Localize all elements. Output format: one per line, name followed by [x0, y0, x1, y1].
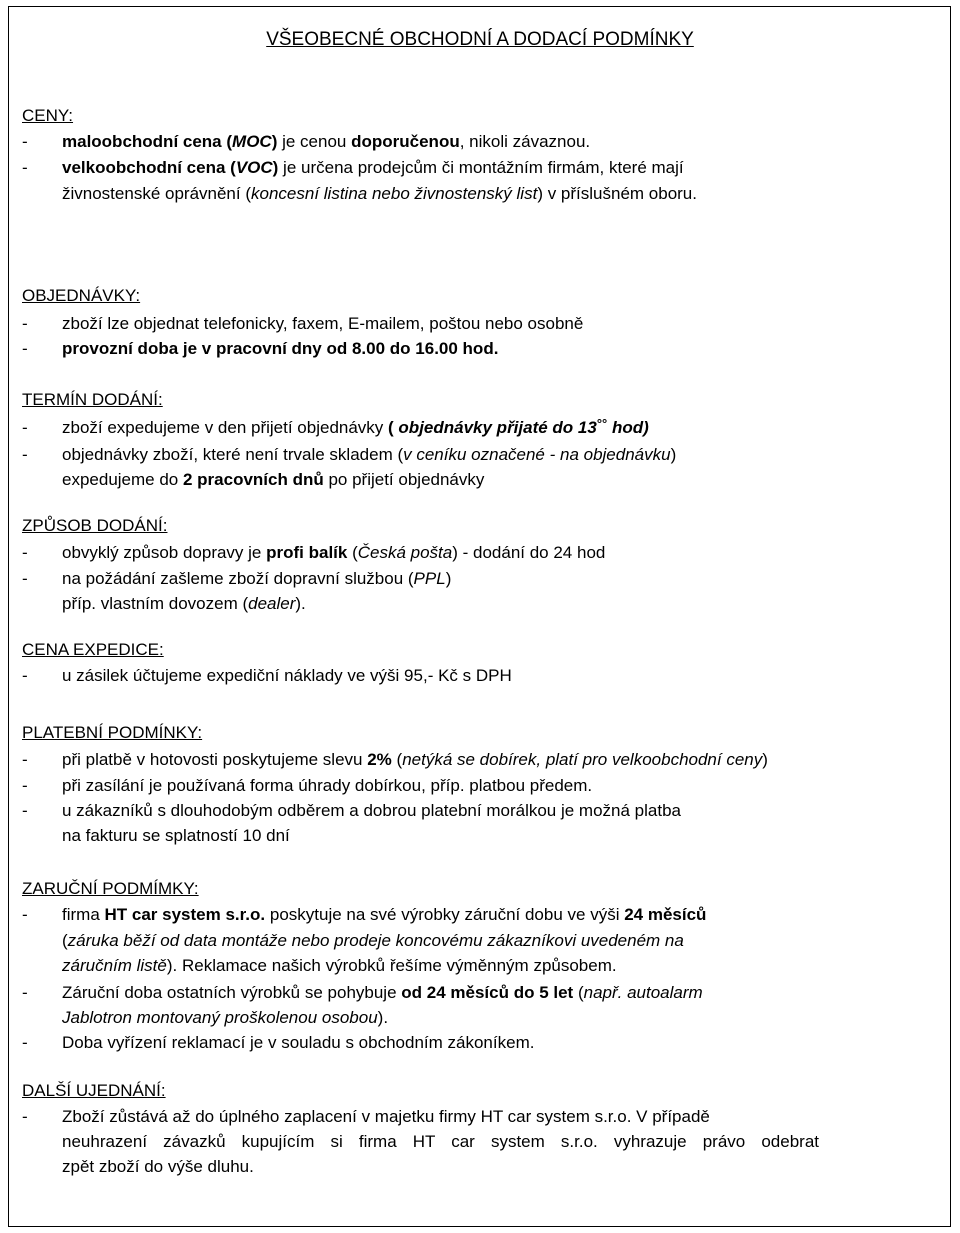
list-item-continuation: záručním listě). Reklamace našich výrobků řešíme výměnným způsobem. — [62, 956, 617, 975]
list-item-continuation: zpět zboží do výše dluhu. — [62, 1157, 254, 1176]
section-heading-zarucni-podminky: ZARUČNÍ PODMÍMKY: — [22, 879, 199, 898]
list-item-continuation: živnostenské oprávnění (koncesní listina nebo živnostenský list) v příslušném oboru. — [62, 184, 697, 203]
section-heading-termin-dodani: TERMÍN DODÁNÍ: — [22, 390, 163, 409]
list-item-continuation: na fakturu se splatností 10 dní — [62, 826, 290, 845]
list-item-continuation: expedujeme do 2 pracovních dnů po přijetí objednávky — [62, 470, 485, 489]
section-heading-zpusob-dodani: ZPŮSOB DODÁNÍ: — [22, 516, 168, 535]
section-heading-dalsi-ujednani: DALŠÍ UJEDNÁNÍ: — [22, 1081, 166, 1100]
section-heading-platebni-podminky: PLATEBNÍ PODMÍNKY: — [22, 723, 203, 742]
section-heading-objednavky: OBJEDNÁVKY: — [22, 286, 141, 305]
list-item-continuation: neuhrazení závazků kupujícím si firma HT car system s.r.o. vyhrazuje právo odebrat — [62, 1132, 819, 1151]
list-item-continuation: příp. vlastním dovozem (dealer). — [62, 594, 306, 613]
list-item-continuation: Jablotron montovaný proškolenou osobou). — [62, 1008, 389, 1027]
section-heading-cena-expedice: CENA EXPEDICE: — [22, 640, 164, 659]
section-heading-ceny: CENY: — [22, 106, 74, 125]
page-title: VŠEOBECNÉ OBCHODNÍ A DODACÍ PODMÍNKY — [266, 29, 694, 50]
list-item-continuation: (záruka běží od data montáže nebo prodeje koncovému zákazníkovi uvedeném na — [62, 931, 684, 950]
